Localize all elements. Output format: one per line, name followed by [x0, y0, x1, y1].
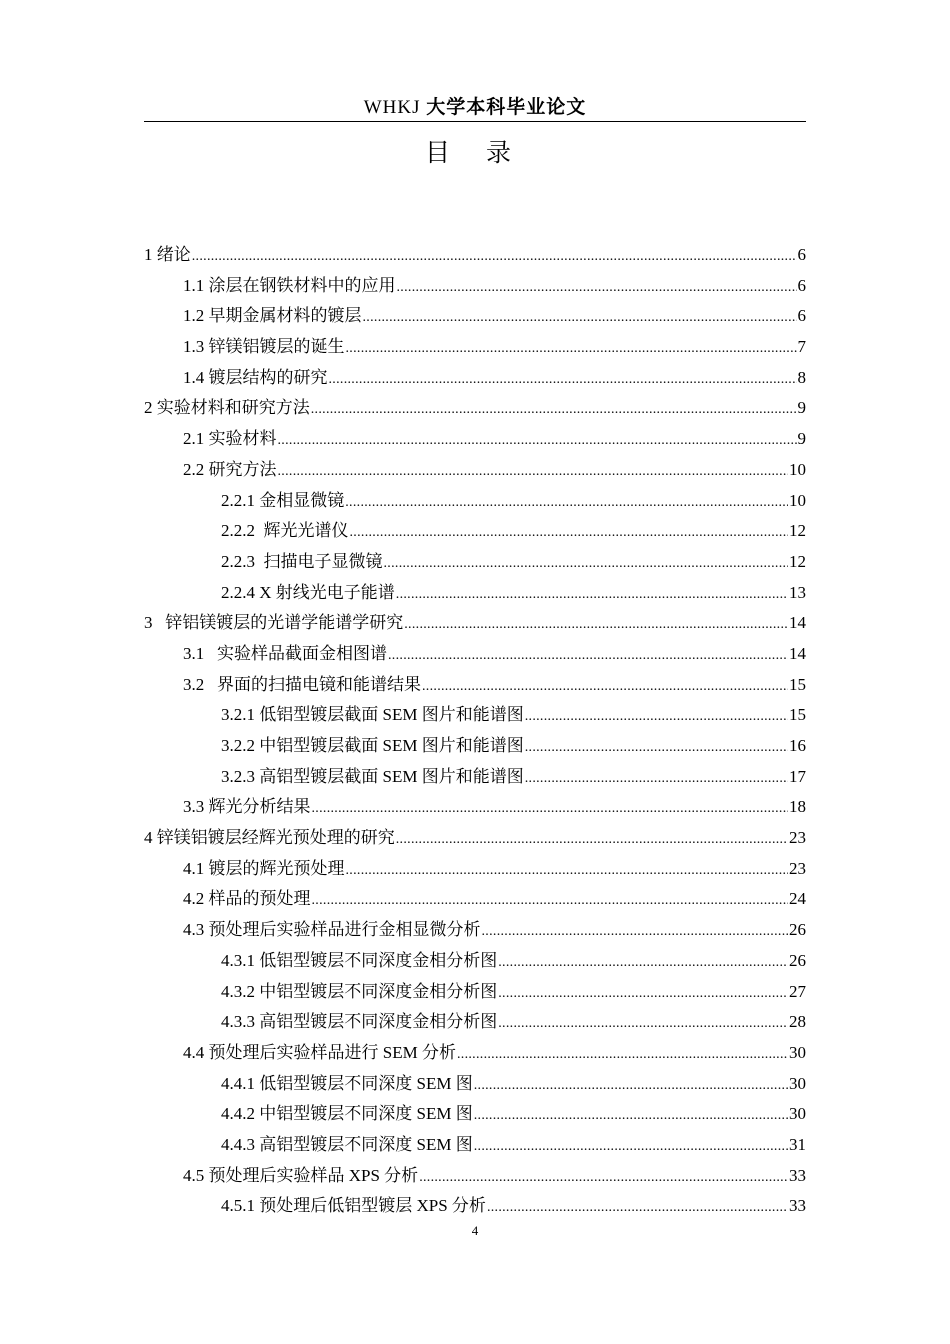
toc-entry-title: 4.3.2 中铝型镀层不同深度金相分析图: [221, 981, 498, 1001]
dot-leader: [192, 242, 797, 272]
dot-leader: [525, 702, 788, 732]
toc-entry[interactable]: [144, 578, 806, 609]
toc-entry-title: 4.4.3 高铝型镀层不同深度 SEM 图: [221, 1134, 473, 1154]
toc-entry-page: 30: [789, 1073, 806, 1093]
toc-entry-page: 33: [789, 1196, 806, 1216]
toc-entry-page: 6: [797, 306, 806, 326]
toc-entry-title: 3.2 界面的扫描电镜和能谱结果: [183, 674, 421, 694]
toc-entry[interactable]: [144, 393, 806, 424]
dot-leader: [396, 825, 788, 855]
toc-entry-title: 2 实验材料和研究方法: [144, 398, 310, 418]
toc-entry[interactable]: [144, 854, 806, 885]
toc-entry[interactable]: [144, 731, 806, 762]
toc-entry-title: 4.4.1 低铝型镀层不同深度 SEM 图: [221, 1073, 473, 1093]
dot-leader: [350, 518, 789, 548]
toc-entry-title: 1.4 镀层结构的研究: [183, 367, 328, 387]
header-latin: WHKJ: [363, 97, 427, 118]
toc-entry-title: 4.3 预处理后实验样品进行金相显微分析: [183, 920, 481, 940]
toc-entry-page: 18: [789, 797, 806, 817]
dot-leader: [312, 794, 789, 824]
toc-entry[interactable]: [144, 700, 806, 731]
toc-entry-page: 30: [789, 1042, 806, 1062]
toc-entry-title: 1.1 涂层在钢铁材料中的应用: [183, 275, 396, 295]
toc-entry[interactable]: [144, 1191, 806, 1222]
toc-entry-page: 8: [797, 367, 806, 387]
dot-leader: [388, 641, 788, 671]
dot-leader: [525, 764, 788, 794]
toc-entry[interactable]: [144, 1038, 806, 1069]
toc-entry-page: 14: [789, 643, 806, 663]
toc-entry[interactable]: [144, 1069, 806, 1100]
toc-entry[interactable]: [144, 946, 806, 977]
dot-leader: [278, 457, 789, 487]
toc-entry-title: 3.3 辉光分析结果: [183, 797, 311, 817]
toc-entry-title: 1 绪论: [144, 245, 191, 264]
toc-entry[interactable]: [144, 455, 806, 486]
toc-entry-page: 6: [797, 245, 806, 264]
toc-entry-page: 23: [789, 858, 806, 878]
toc-entry[interactable]: [144, 915, 806, 946]
dot-leader: [345, 488, 788, 518]
dot-leader: [474, 1132, 788, 1162]
toc-entry[interactable]: [144, 670, 806, 701]
toc-entry-title: 4.4 预处理后实验样品进行 SEM 分析: [183, 1042, 456, 1062]
toc-entry-title: 2.1 实验材料: [183, 429, 277, 449]
toc-entry[interactable]: [144, 762, 806, 793]
toc-entry-title: 4.3.3 高铝型镀层不同深度金相分析图: [221, 1012, 498, 1032]
toc-entry-page: 9: [797, 398, 806, 418]
toc-entry[interactable]: [144, 332, 806, 363]
toc-entry-page: 12: [789, 521, 806, 541]
toc-entry-title: 3.1 实验样品截面金相图谱: [183, 643, 387, 663]
toc-entry-title: 1.3 锌镁铝镀层的诞生: [183, 337, 345, 357]
toc-entry-page: 15: [789, 705, 806, 725]
toc-entry-title: 4.4.2 中铝型镀层不同深度 SEM 图: [221, 1104, 473, 1124]
dot-leader: [498, 948, 788, 978]
toc-entry[interactable]: [144, 363, 806, 394]
dot-leader: [396, 580, 788, 610]
dot-leader: [422, 672, 788, 702]
toc-entry-page: 12: [789, 551, 806, 571]
toc-entry-page: 14: [789, 613, 806, 633]
dot-leader: [525, 733, 788, 763]
toc-entry-page: 7: [797, 337, 806, 357]
toc-entry-title: 4.2 样品的预处理: [183, 889, 311, 909]
dot-leader: [384, 549, 789, 579]
dot-leader: [404, 610, 788, 640]
toc-entry[interactable]: [144, 516, 806, 547]
toc-entry[interactable]: [144, 271, 806, 302]
dot-leader: [346, 334, 797, 364]
dot-leader: [457, 1040, 788, 1070]
dot-leader: [482, 917, 789, 947]
toc-entry-page: 15: [789, 674, 806, 694]
toc-entry-page: 28: [789, 1012, 806, 1032]
toc-entry-page: 24: [789, 889, 806, 909]
toc-entry[interactable]: [144, 301, 806, 332]
dot-leader: [397, 273, 797, 303]
toc-entry-title: 2.2.3 扫描电子显微镜: [221, 551, 383, 571]
toc-entry-title: 1.2 早期金属材料的镀层: [183, 306, 362, 326]
toc-entry-title: 3.2.3 高铝型镀层截面 SEM 图片和能谱图: [221, 766, 524, 786]
dot-leader: [474, 1071, 788, 1101]
toc-entry-title: 4.1 镀层的辉光预处理: [183, 858, 345, 878]
toc-entry-title: 2.2.4 X 射线光电子能谱: [221, 582, 395, 602]
dot-leader: [311, 395, 797, 425]
toc-entry-title: 4 锌镁铝镀层经辉光预处理的研究: [144, 828, 395, 848]
toc-entry[interactable]: [144, 639, 806, 670]
toc-entry-page: 10: [789, 459, 806, 479]
page-number: 4: [471, 1223, 479, 1238]
toc-entry-title: 3.2.1 低铝型镀层截面 SEM 图片和能谱图: [221, 705, 524, 725]
toc-entry-title: 2.2.2 辉光光谱仪: [221, 521, 349, 541]
toc-entry[interactable]: [144, 486, 806, 517]
dot-leader: [487, 1193, 788, 1223]
dot-leader: [474, 1101, 788, 1131]
toc-entry-page: 9: [797, 429, 806, 449]
toc-entry[interactable]: [144, 792, 806, 823]
dot-leader: [498, 1009, 788, 1039]
toc-entry-page: 26: [789, 920, 806, 940]
dot-leader: [312, 886, 789, 916]
table-of-contents: [144, 240, 806, 1222]
toc-entry-page: 26: [789, 950, 806, 970]
toc-entry[interactable]: [144, 1161, 806, 1192]
toc-entry[interactable]: [144, 547, 806, 578]
toc-entry-page: 31: [789, 1134, 806, 1154]
toc-entry[interactable]: [144, 823, 806, 854]
toc-entry-page: 6: [797, 275, 806, 295]
dot-leader: [419, 1163, 788, 1193]
toc-entry-page: 33: [789, 1165, 806, 1185]
toc-entry-title: 4.5.1 预处理后低铝型镀层 XPS 分析: [221, 1196, 486, 1216]
toc-entry-title: 4.3.1 低铝型镀层不同深度金相分析图: [221, 950, 498, 970]
dot-leader: [363, 303, 797, 333]
dot-leader: [278, 426, 797, 456]
toc-entry[interactable]: [144, 1130, 806, 1161]
toc-entry[interactable]: [144, 608, 806, 639]
toc-entry-page: 27: [789, 981, 806, 1001]
toc-entry-title: 4.5 预处理后实验样品 XPS 分析: [183, 1165, 419, 1185]
toc-entry-page: 10: [789, 490, 806, 510]
header-title: 大学本科毕业论文: [426, 96, 587, 118]
toc-entry-title: 2.2.1 金相显微镜: [221, 490, 345, 510]
toc-entry-page: 17: [789, 766, 806, 786]
toc-entry[interactable]: [144, 1007, 806, 1038]
toc-entry[interactable]: [144, 424, 806, 455]
dot-leader: [498, 979, 788, 1009]
toc-entry-title: 2.2 研究方法: [183, 459, 277, 479]
running-header: [144, 94, 806, 122]
toc-entry[interactable]: [144, 240, 806, 271]
toc-entry-page: 30: [789, 1104, 806, 1124]
toc-entry-title: 3.2.2 中铝型镀层截面 SEM 图片和能谱图: [221, 736, 524, 755]
page-title: 目 录: [425, 138, 525, 167]
dot-leader: [346, 856, 789, 886]
toc-entry[interactable]: [144, 977, 806, 1008]
toc-entry[interactable]: [144, 1099, 806, 1130]
toc-entry-page: 16: [789, 736, 806, 755]
toc-entry[interactable]: [144, 884, 806, 915]
dot-leader: [329, 365, 797, 395]
toc-entry-page: 13: [789, 582, 806, 602]
toc-entry-page: 23: [789, 828, 806, 848]
toc-entry-title: 3 锌铝镁镀层的光谱学能谱学研究: [144, 613, 404, 633]
